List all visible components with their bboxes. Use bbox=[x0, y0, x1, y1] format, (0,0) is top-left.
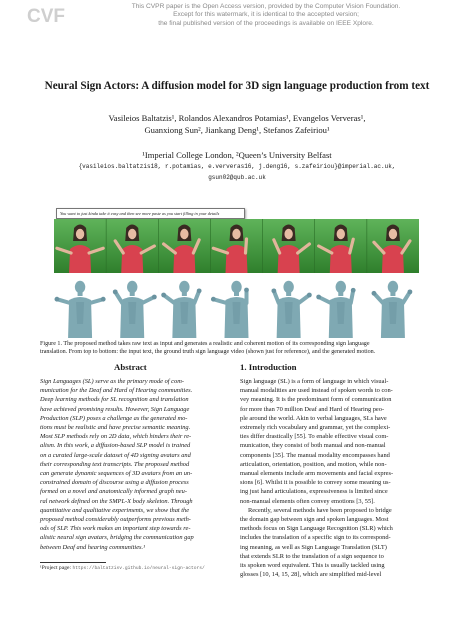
abstract-line: Production (SLP) poses a challenge as the generated mo- bbox=[40, 414, 188, 422]
figure-input-text-box: You want to just kinda take it easy and then see more paste as you start filling in your details bbox=[56, 208, 245, 219]
intro-line: Recently, several methods have been proposed to bridge bbox=[248, 506, 392, 514]
intro-line: sions [6]. Whilst it is possible to convey some meaning us- bbox=[240, 479, 391, 487]
cvf-logo-text: CVF bbox=[27, 6, 65, 27]
intro-line: its spoken word equivalent. This is usually tackled using bbox=[240, 562, 385, 570]
intro-line: Sign language (SL) is a form of language in which visual- bbox=[240, 378, 389, 385]
intro-line: manual elements include arm movements and facial expres- bbox=[240, 470, 394, 478]
author-line-1: Vasileios Baltatzis¹, Rolandos Alexandros Potamias¹, Evangelos Ververas¹, bbox=[108, 113, 366, 123]
intro-line: non-manual elements often convey emotions [3, 55]. bbox=[240, 497, 375, 505]
generated-avatar bbox=[161, 281, 201, 338]
intro-line: the domain gap between sign and spoken languages. Most bbox=[240, 516, 389, 524]
intro-line: vey meaning. It is the predominant form of communication bbox=[240, 396, 392, 404]
abstract-line: ods of SLP. This work makes an important step towards re- bbox=[40, 525, 191, 533]
email-line-2: gsun02@qub.ac.uk bbox=[208, 174, 266, 182]
generated-avatar bbox=[316, 281, 355, 338]
abstract-line: ral network defined on the SMPL-X body skeleton. Through bbox=[40, 497, 193, 505]
cvf-logo bbox=[26, 4, 65, 27]
abstract-line: alism. In this work, a diffusion-based SLP model is trained bbox=[40, 442, 191, 450]
abstract-line: formed on a novel and anatomically informed graph neu- bbox=[40, 488, 187, 496]
author-emails bbox=[10, 161, 464, 184]
abstract-line: Most SLP methods rely on 2D data, which hinders their re- bbox=[40, 433, 192, 441]
footnote-label: ¹Project page: bbox=[40, 565, 73, 571]
abstract-line: proposed method considerably outperforms previous meth- bbox=[40, 516, 191, 524]
introduction-heading: 1. Introduction bbox=[240, 362, 297, 372]
abstract-line: alistic neural sign avatars, bridging the communication gap bbox=[40, 534, 194, 542]
generated-avatar-strip bbox=[54, 278, 419, 338]
generated-avatar bbox=[113, 281, 157, 338]
abstract-line: quantitative and qualitative experiments, we show that the bbox=[40, 506, 190, 514]
caption-line-2: translation. From top to bottom: the input text, the ground truth sign language video (shown just for reference), and the generated motion. bbox=[40, 348, 376, 355]
intro-line: manual modalities are used instead of spoken words to con- bbox=[240, 387, 393, 395]
abstract-line: their corresponding text transcripts. The proposed method bbox=[40, 460, 190, 468]
footnote-rule bbox=[40, 562, 106, 563]
project-page-link[interactable]: https://baltatzisv.github.io/neural-sign-actors/ bbox=[72, 566, 205, 571]
generated-avatar bbox=[372, 281, 413, 338]
watermark-notice bbox=[70, 3, 462, 28]
footnote bbox=[40, 565, 205, 571]
email-line-1: {vasileios.baltatzis18, r.potamias, e.ververas16, j.deng16, s.zafeiriou}@imperial.ac.uk, bbox=[78, 163, 396, 170]
intro-line: munication, they consist of both manual and non-manual bbox=[240, 442, 386, 450]
abstract-line: constrained domain of discourse using a diffusion process bbox=[40, 479, 189, 487]
caption-line-1: Figure 1. The proposed method takes raw text as input and generates a realistic and coherent motion of its corresponding sign language bbox=[40, 341, 370, 347]
watermark-line-1: This CVPR paper is the Open Access version, provided by the Computer Vision Foundation. bbox=[131, 3, 401, 10]
author-line-2: Guanxiong Sun², Jiankang Deng¹, Stefanos Zafeiriou¹ bbox=[144, 124, 330, 135]
intro-line: that extends SLR to the translation of a sign sequence to bbox=[240, 552, 384, 560]
abstract-heading: Abstract bbox=[114, 362, 147, 372]
abstract-line: munication for the Deaf and Hard of Hearing communities. bbox=[40, 387, 193, 395]
generated-avatar bbox=[211, 281, 249, 338]
affiliations: ¹Imperial College London, ²Queen’s University Belfast bbox=[142, 150, 332, 160]
watermark-line-3: the final published version of the proceedings is available on IEEE Xplore. bbox=[158, 19, 374, 27]
abstract-line: on a curated large-scale dataset of 4D signing avatars and bbox=[40, 451, 191, 459]
intro-line: ing just hand articulations, expressiveness is limited since bbox=[240, 488, 388, 496]
abstract-line: Sign Languages (SL) serve as the primary mode of com- bbox=[40, 378, 184, 385]
figure-caption bbox=[40, 341, 434, 357]
intro-line: components [35]. The manual modality encompasses hand bbox=[240, 451, 390, 459]
abstract-line: have achieved promising results. However, Sign Language bbox=[40, 405, 190, 413]
paper-title: Neural Sign Actors: A diffusion model for 3D sign language production from text bbox=[44, 80, 430, 92]
intro-line: ing meaning, as well as Sign Language Translation (SLT) bbox=[240, 543, 387, 551]
watermark-line-2: Except for this watermark, it is identical to the accepted version; bbox=[173, 11, 359, 19]
abstract-line: Deep learning methods for SL recognition and translation bbox=[40, 396, 189, 404]
ground-truth-video-strip bbox=[54, 219, 419, 273]
generated-avatar bbox=[55, 281, 106, 338]
abstract-line: between Deaf and hearing communities.¹ bbox=[40, 543, 146, 551]
intro-line: includes the translation of a specific sign to its correspond- bbox=[240, 534, 391, 542]
introduction-body bbox=[240, 377, 436, 579]
abstract-line: can generate dynamic sequences of 3D avatars from an un- bbox=[40, 470, 193, 478]
author-list bbox=[10, 113, 464, 137]
intro-line: methods focus on Sign Language Recognition (SLR) which bbox=[240, 525, 393, 533]
intro-line: ties differ drastically [55]. To enable effective visual com- bbox=[240, 433, 389, 441]
intro-line: ple around the world. Akin to verbal languages, SLs have bbox=[240, 414, 387, 422]
intro-line: glosses [10, 14, 15, 28], which are simplified mid-level bbox=[240, 571, 382, 579]
abstract-line: tions must be realistic and have precise semantic meaning. bbox=[40, 424, 191, 432]
intro-line: for more than 70 million Deaf and Hard of Hearing peo- bbox=[240, 405, 385, 413]
intro-line: extremely rich vocabulary and grammar, yet the complexi- bbox=[240, 424, 391, 432]
abstract-body bbox=[40, 377, 230, 552]
generated-avatar bbox=[271, 281, 311, 338]
intro-line: articulation, orientation, position, and motion, while non- bbox=[240, 460, 387, 468]
